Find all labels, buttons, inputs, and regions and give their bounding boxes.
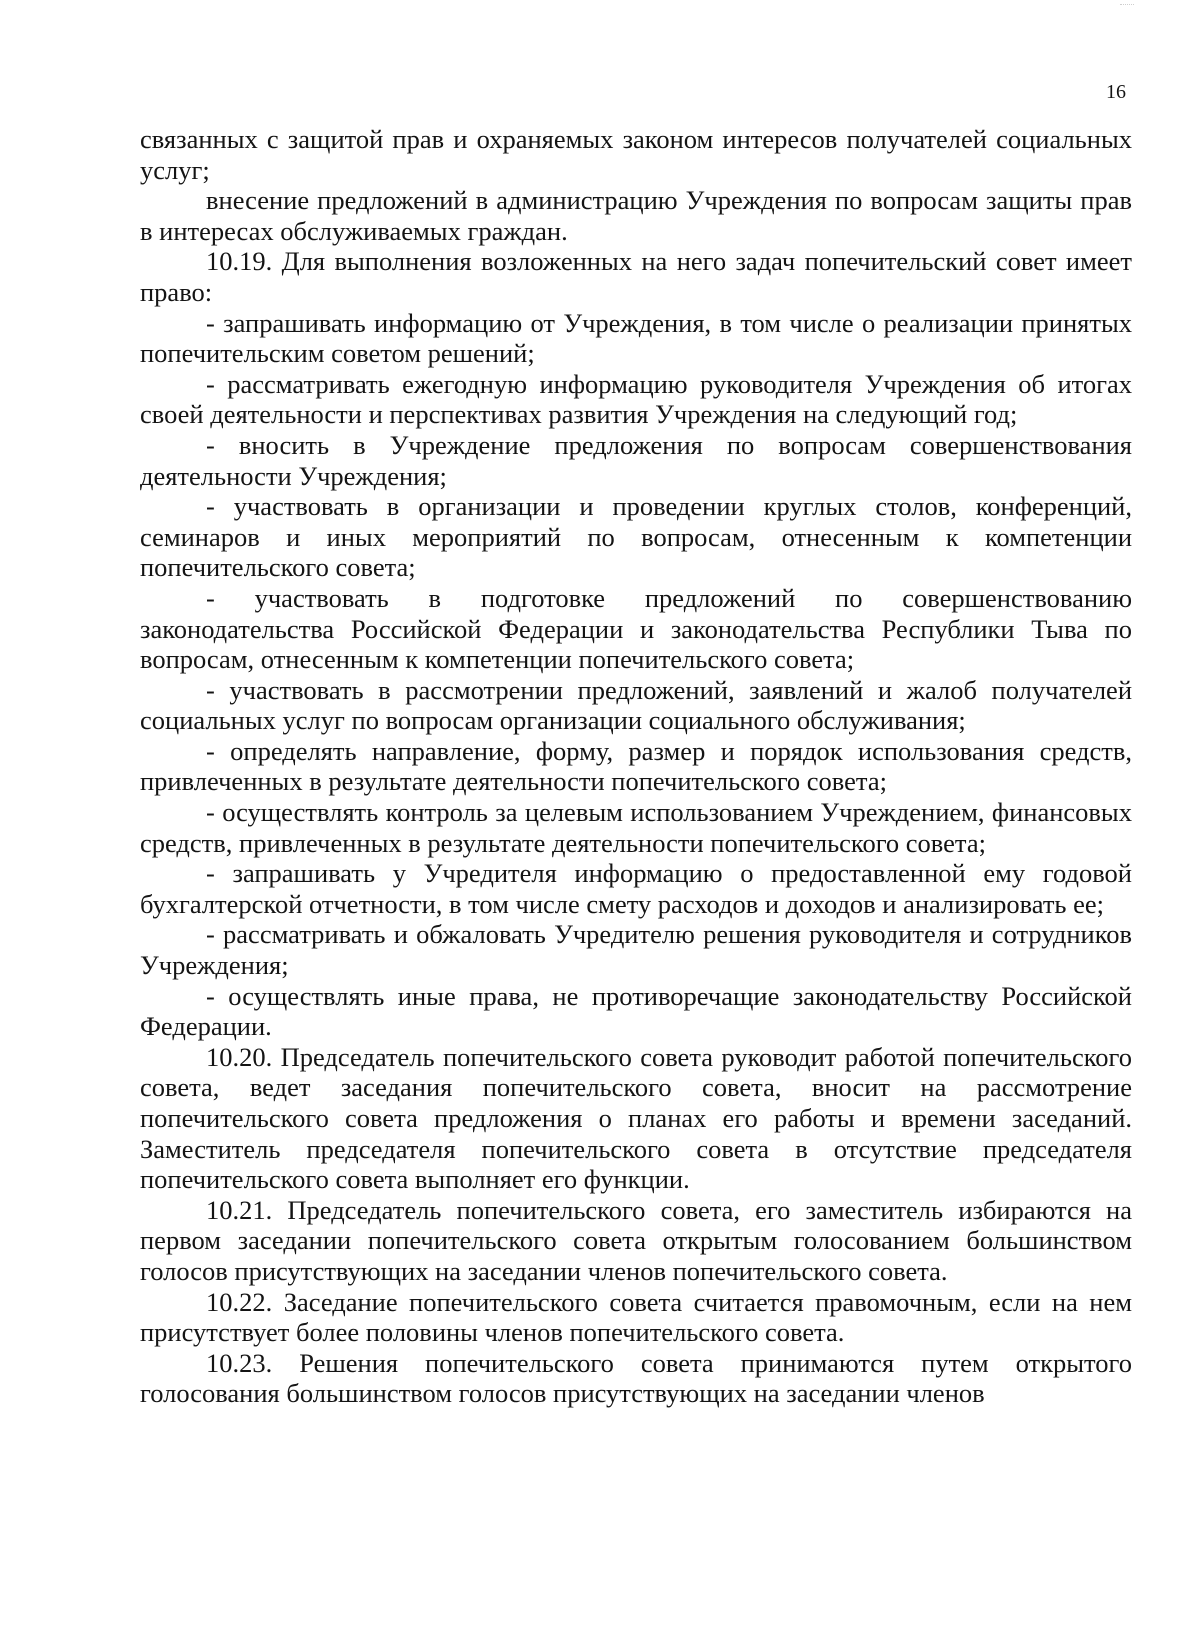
list-item: - рассматривать ежегодную информацию руководителя Учреждения об итогах своей деятельности и перспективах развития Учреждения на следующий год; xyxy=(140,368,1132,430)
document-body xyxy=(140,124,1132,1409)
list-item: - рассматривать и обжаловать Учредителю решения руководителя и сотрудников Учреждения; xyxy=(140,919,1132,981)
scan-artifact xyxy=(1120,4,1134,7)
list-item: - запрашивать у Учредителя информацию о предоставленной ему годовой бухгалтерской отчетности, в том числе смету расходов и доходов и анализировать ее; xyxy=(140,858,1132,919)
paragraph-continuation: связанных с защитой прав и охраняемых законом интересов получателей социальных услуг; xyxy=(140,124,1132,185)
list-item: - запрашивать информацию от Учреждения, в том числе о реализации принятых попечительским советом решений; xyxy=(140,307,1132,369)
paragraph-clause-10-21: 10.21. Председатель попечительского совета, его заместитель избираются на первом заседании попечительского совета открытым голосованием большинством голосов присутствующих на заседании членов попечительского совета. xyxy=(140,1194,1132,1286)
list-item: - определять направление, форму, размер и порядок использования средств, привлеченных в результате деятельности попечительского совета; xyxy=(140,735,1132,797)
paragraph: внесение предложений в администрацию Учреждения по вопросам защиты прав в интересах обслуживаемых граждан. xyxy=(140,185,1132,246)
list-item: - вносить в Учреждение предложения по вопросам совершенствования деятельности Учреждения; xyxy=(140,429,1132,491)
list-item: - участвовать в организации и проведении круглых столов, конференций, семинаров и иных мероприятий по вопросам, отнесенным к компетенции попечительского совета; xyxy=(140,491,1132,583)
paragraph-clause-10-22: 10.22. Заседание попечительского совета считается правомочным, если на нем присутствует более половины членов попечительского совета. xyxy=(140,1286,1132,1348)
paragraph-clause-10-20: 10.20. Председатель попечительского совета руководит работой попечительского совета, ведет заседания попечительского совета, вносит на рассмотрение попечительского совета предложения о планах его работы и времени заседаний. Заместитель председателя попечительского совета в отсутствие председателя попечительского совета выполняет его функции. xyxy=(140,1041,1132,1195)
list-item: - участвовать в рассмотрении предложений, заявлений и жалоб получателей социальных услуг по вопросам организации социального обслуживания; xyxy=(140,674,1132,736)
paragraph-clause-10-23: 10.23. Решения попечительского совета принимаются путем открытого голосования большинством голосов присутствующих на заседании членов xyxy=(140,1347,1132,1409)
list-item: - осуществлять иные права, не противоречащие законодательству Российской Федерации. xyxy=(140,980,1132,1042)
paragraph-clause-10-19: 10.19. Для выполнения возложенных на него задач попечительский совет имеет право: xyxy=(140,246,1132,307)
page-number: 16 xyxy=(1106,81,1126,103)
list-item: - осуществлять контроль за целевым использованием Учреждением, финансовых средств, привлеченных в результате деятельности попечительского совета; xyxy=(140,797,1132,858)
list-item: - участвовать в подготовке предложений по совершенствованию законодательства Российской Федерации и законодательства Республики Тыва по вопросам, отнесенным к компетенции попечительского совета; xyxy=(140,582,1132,675)
